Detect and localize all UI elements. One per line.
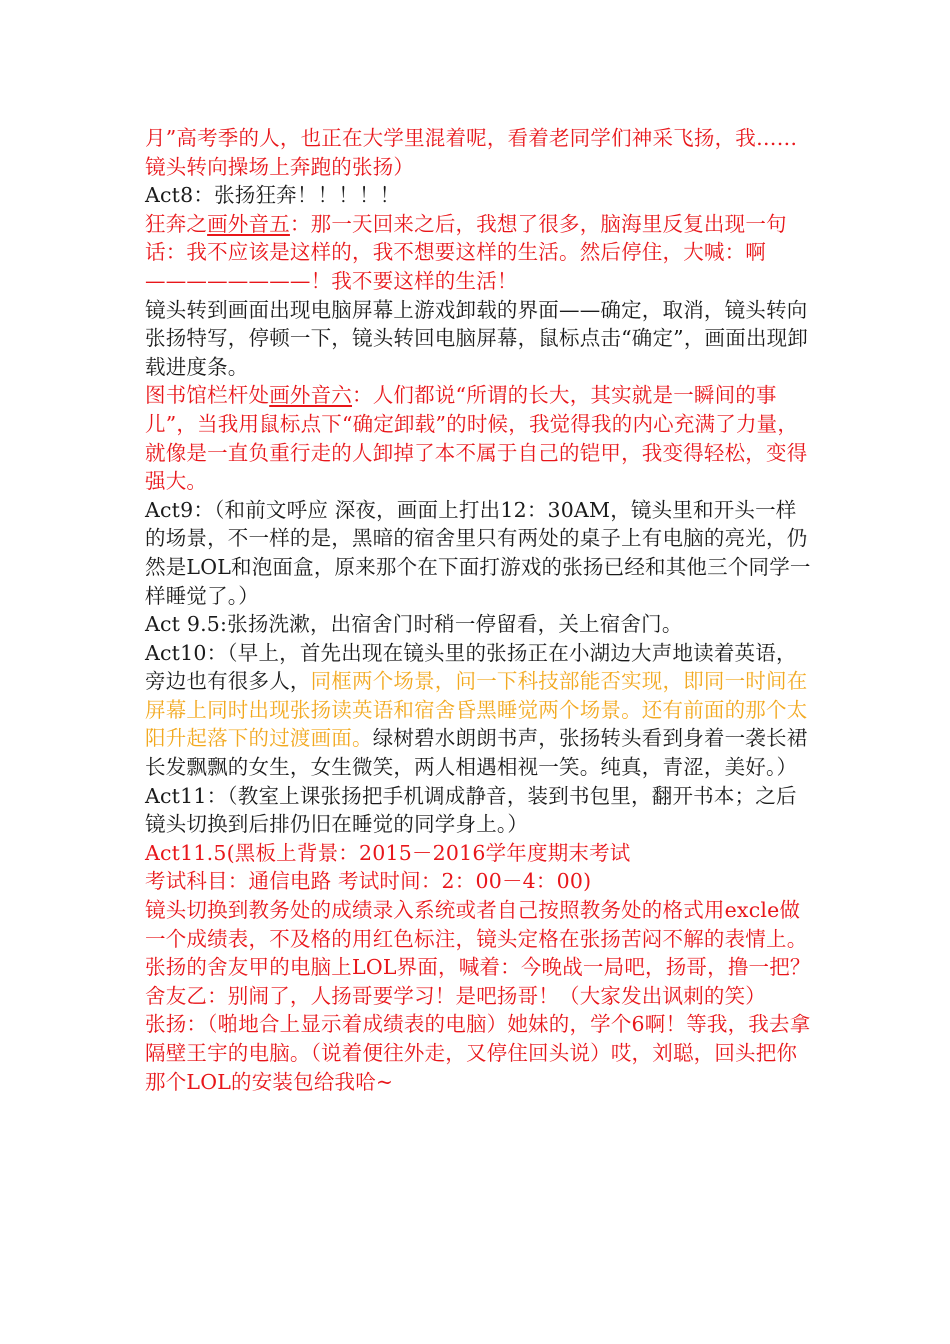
text-segment: 张扬的舍友甲的电脑上LOL界面，喊着：今晚战一局吧，扬哥，撸一把？ [145, 955, 811, 980]
paragraph [145, 610, 815, 639]
paragraph [145, 982, 815, 1011]
text-segment: 张扬：（啪地合上显示着成绩表的电脑）她妹的，学个6啊！等我，我去拿隔壁王宇的电脑。（说着便往外走，又停住回头说）哎，刘聪，回头把你那个LOL的安装包给我哈~ [145, 1012, 811, 1094]
text-segment: ：人们都说“所谓的长大，其实就是一瞬间的事儿”，当我用鼠标点下“确定卸载”的时候，我觉得我的内心充满了力量，就像是一直负重行走的人卸掉了本不属于自己的铠甲，我变得轻松，变得强大。 [145, 383, 808, 494]
text-segment: ：那一天回来之后，我想了很多，脑海里反复出现一句话：我不应该是这样的，我不想要这样的生活。然后停住，大喊：啊————————！我不要这样的生活！ [145, 211, 787, 293]
paragraph [145, 867, 815, 896]
text-segment: 镜头转到画面出现电脑屏幕上游戏卸载的界面——确定，取消，镜头转向张扬特写，停顿一下，镜头转回电脑屏幕，鼠标点击“确定”，画面出现卸载进度条。 [145, 297, 809, 379]
paragraph [145, 782, 815, 839]
paragraph [145, 953, 815, 982]
underlined-voiceover-label: 画外音六 [269, 383, 353, 408]
paragraph [145, 181, 815, 210]
text-segment: Act9：（和前文呼应 深夜，画面上打出12：30AM，镜头里和开头一样的场景，不一样的是，黑暗的宿舍里只有两处的桌子上有电脑的亮光，仍然是LOL和泡面盒，原来那个在下面打游戏的张扬已经和其他三个同学一样睡觉了。） [145, 497, 811, 608]
text-segment: Act11.5(黑板上背景：2015－2016学年度期末考试 [145, 840, 631, 865]
text-segment: 月”高考季的人，也正在大学里混着呢，看着老同学们神采飞扬，我……镜头转向操场上奔跑的张扬） [145, 126, 798, 179]
text-segment: Act 9.5:张扬洗漱，出宿舍门时稍一停留看，关上宿舍门。 [145, 612, 683, 637]
paragraph [145, 496, 815, 610]
document-body [145, 124, 815, 1096]
paragraph [145, 1010, 815, 1096]
text-segment: 考试科目：通信电路 考试时间：2：00－4：00) [145, 869, 592, 894]
text-segment: 舍友乙：别闹了，人扬哥要学习！是吧扬哥！（大家发出讽刺的笑） [145, 983, 766, 1008]
text-segment: 图书馆栏杆处 [145, 383, 270, 408]
paragraph [145, 896, 815, 953]
text-segment: 狂奔之 [145, 211, 208, 236]
text-segment: 镜头切换到教务处的成绩录入系统或者自己按照教务处的格式用excle做一个成绩表，不及格的用红色标注，镜头定格在张扬苦闷不解的表情上。 [145, 898, 808, 951]
highlighted-note: 同框两个场景，问一下科技部能否实现，即同一时间在屏幕上同时出现张扬读英语和宿舍昏黑睡觉两个场景。还有前面的那个太阳升起落下的过渡画面。 [145, 669, 808, 751]
paragraph [145, 381, 815, 495]
text-segment: Act8：张扬狂奔！！！！！ [145, 183, 401, 208]
text-segment: 绿树碧水朗朗书声，张扬转头看到身着一袭长裙长发飘飘的女生，女生微笑，两人相遇相视一笑。纯真，青涩，美好。） [145, 726, 808, 780]
underlined-voiceover-label: 画外音五 [207, 211, 290, 236]
text-segment: Act10：（早上，首先出现在镜头里的张扬正在小湖边大声地读着英语，旁边也有很多人， [145, 640, 797, 694]
paragraph [145, 839, 815, 868]
paragraph [145, 296, 815, 382]
paragraph [145, 210, 815, 296]
paragraph [145, 639, 815, 782]
text-segment: Act11：（教室上课张扬把手机调成静音，装到书包里，翻开书本；之后镜头切换到后排仍旧在睡觉的同学身上。） [145, 783, 797, 837]
paragraph [145, 124, 815, 181]
